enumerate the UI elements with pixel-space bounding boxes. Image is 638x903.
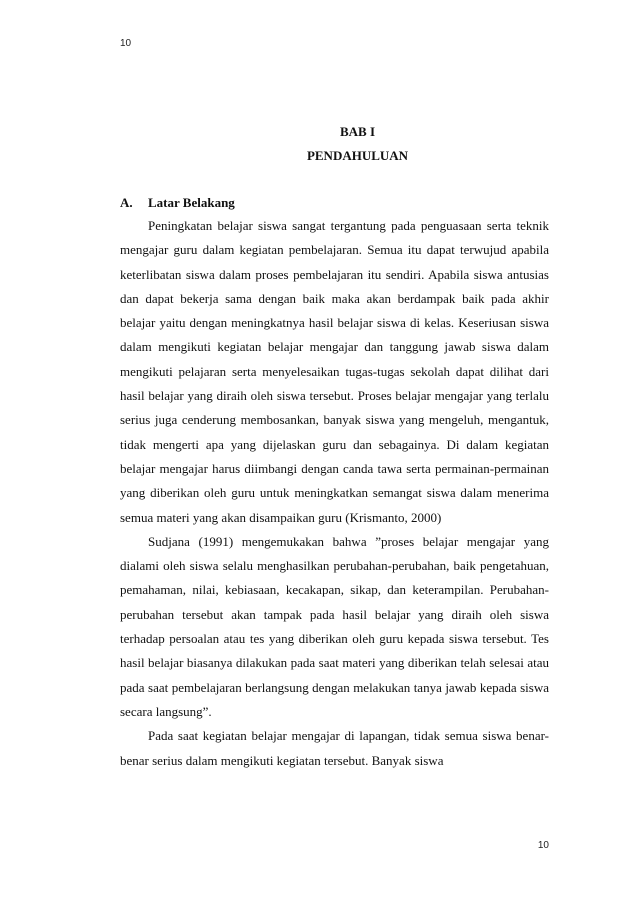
- footer-page-number: 10: [537, 840, 549, 851]
- paragraph-3: Pada saat kegiatan belajar mengajar di lapangan, tidak semua siswa benar-benar serius dalam mengikuti kegiatan tersebut. Banyak siswa: [120, 728, 549, 768]
- paragraph-1: Peningkatan belajar siswa sangat tergantung pada penguasaan serta teknik mengajar guru dalam kegiatan pembelajaran. Semua itu dapat terwujud apabila keterlibatan siswa dalam proses pembelajaran itu sendiri. Apabila siswa antusias dan dapat bekerja sama dengan baik maka akan berdampak baik pada akhir belajar yaitu dengan meningkatnya hasil belajar siswa di kelas. Keseriusan siswa dalam mengikuti kegiatan belajar mengajar dan tanggung jawab siswa dalam mengikuti pelajaran serta menyelesaikan tugas-tugas sekolah dapat dilihat dari hasil belajar yang diraih oleh siswa tersebut. Proses belajar mengajar yang terlalu serius juga cenderung membosankan, banyak siswa yang mengeluh, mengantuk, tidak mengerti apa yang dijelaskan guru dan sebagainya. Di dalam kegiatan belajar mengajar harus diimbangi dengan canda tawa serta permainan-permainan yang diberikan oleh guru untuk meningkatkan semangat siswa dalam menerima semua materi yang akan disampaikan guru (Krismanto, 2000): [120, 218, 549, 525]
- document-body: [120, 120, 549, 773]
- section-heading: [120, 192, 549, 214]
- chapter-number: BAB I: [339, 124, 376, 139]
- chapter-title: PENDAHULUAN: [306, 148, 409, 163]
- section-letter: A.: [120, 195, 133, 210]
- header-page-number: 10: [120, 38, 132, 49]
- paragraph-2: Sudjana (1991) mengemukakan bahwa ”proses belajar mengajar yang dialami oleh siswa selalu menghasilkan perubahan-perubahan, baik pengetahuan, pemahaman, nilai, kebiasaan, kecakapan, sikap, dan keterampilan. Perubahan-perubahan tersebut akan tampak pada hasil belajar yang diraih oleh siswa terhadap persoalan atau tes yang diberikan oleh guru kepada siswa tersebut. Tes hasil belajar biasanya dilakukan pada saat materi yang diberikan telah selesai atau pada saat pembelajaran berlangsung dengan melakukan tanya jawab kepada siswa secara langsung”.: [120, 533, 549, 719]
- section-title: Latar Belakang: [148, 195, 235, 210]
